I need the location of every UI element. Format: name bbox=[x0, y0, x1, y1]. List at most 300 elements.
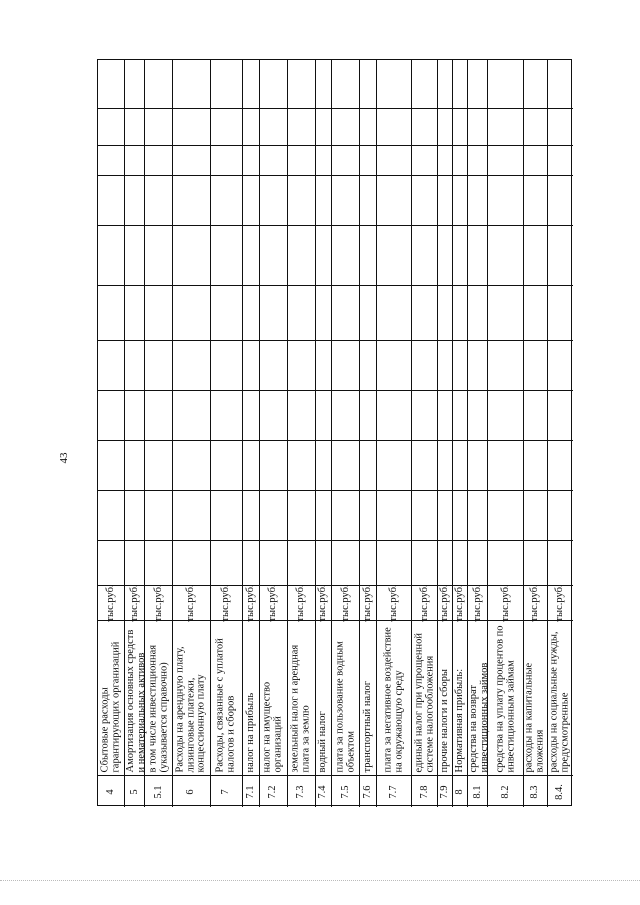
value-cell bbox=[488, 340, 522, 390]
value-cell bbox=[125, 440, 144, 490]
value-cell bbox=[145, 390, 172, 440]
value-cell bbox=[98, 340, 124, 390]
name-cell bbox=[467, 620, 490, 775]
value-cell bbox=[173, 490, 209, 540]
value-cell bbox=[360, 440, 376, 490]
table-row bbox=[331, 60, 359, 807]
unit-cell bbox=[332, 585, 359, 620]
name-cell-text: средства на уплату процентов по инвестиционным займам bbox=[494, 625, 516, 773]
value-cell bbox=[332, 390, 359, 440]
value-cell bbox=[316, 145, 332, 175]
value-cell bbox=[548, 390, 573, 440]
num-cell-text: 7 bbox=[220, 788, 232, 795]
table-row bbox=[523, 60, 547, 807]
unit-cell-text: тыс.руб. bbox=[471, 584, 483, 622]
value-cell bbox=[412, 145, 437, 175]
name-cell-text: Нормативная прибыль: bbox=[453, 668, 465, 773]
value-cell bbox=[377, 440, 411, 490]
value-cell bbox=[332, 285, 359, 340]
value-cell bbox=[211, 390, 243, 440]
unit-cell-text: тыс.руб. bbox=[499, 584, 511, 622]
value-cell bbox=[412, 285, 437, 340]
unit-cell bbox=[453, 585, 467, 620]
value-cell bbox=[288, 145, 315, 175]
value-cell bbox=[377, 490, 411, 540]
value-cell bbox=[332, 175, 359, 225]
table-row bbox=[315, 60, 332, 807]
value-cell bbox=[332, 60, 359, 108]
value-cell bbox=[260, 440, 287, 490]
unit-cell-text: тыс.руб. bbox=[294, 584, 306, 622]
value-cell bbox=[288, 390, 315, 440]
value-cell bbox=[453, 340, 467, 390]
value-cell bbox=[377, 540, 411, 585]
table-row bbox=[359, 60, 376, 807]
value-cell bbox=[548, 540, 573, 585]
num-cell bbox=[468, 775, 487, 807]
value-cell bbox=[211, 490, 243, 540]
name-cell bbox=[453, 620, 467, 775]
name-cell-text: прочие налоги и сборы bbox=[438, 669, 450, 773]
value-cell bbox=[524, 108, 547, 145]
name-cell-text: водный налог bbox=[317, 711, 329, 773]
value-cell bbox=[316, 540, 332, 585]
num-cell bbox=[377, 775, 411, 807]
value-cell bbox=[412, 108, 437, 145]
num-cell bbox=[524, 775, 547, 807]
name-cell bbox=[377, 620, 411, 775]
value-cell bbox=[468, 540, 487, 585]
form-table bbox=[97, 59, 572, 806]
value-cell bbox=[438, 440, 452, 490]
value-cell bbox=[125, 175, 144, 225]
name-cell-text: единый налог при упрощенной системе налогообложения bbox=[413, 632, 435, 773]
value-cell bbox=[438, 340, 452, 390]
value-cell bbox=[288, 340, 315, 390]
value-cell bbox=[98, 145, 124, 175]
num-cell-text: 7.9 bbox=[438, 784, 450, 799]
value-cell bbox=[243, 145, 259, 175]
value-cell bbox=[332, 145, 359, 175]
name-cell-text: Расходы на арендную плату, лизинговые платежи, концессионную плату bbox=[174, 646, 207, 773]
num-cell-text: 8.1 bbox=[471, 784, 483, 799]
unit-cell-text: тыс.руб. bbox=[152, 584, 164, 622]
unit-cell-text: тыс.руб. bbox=[220, 584, 232, 622]
value-cell bbox=[288, 225, 315, 285]
page-number: 43 bbox=[58, 452, 70, 464]
value-cell bbox=[488, 60, 522, 108]
scan-edge-divider bbox=[0, 880, 640, 881]
value-cell bbox=[548, 340, 573, 390]
value-cell bbox=[360, 490, 376, 540]
num-cell bbox=[211, 775, 243, 807]
unit-cell bbox=[125, 585, 144, 620]
unit-cell-text: тыс.руб. bbox=[128, 584, 140, 622]
value-cell bbox=[488, 225, 522, 285]
value-cell bbox=[524, 440, 547, 490]
value-cell bbox=[145, 440, 172, 490]
value-cell bbox=[524, 340, 547, 390]
value-cell bbox=[453, 390, 467, 440]
unit-cell bbox=[468, 585, 487, 620]
value-cell bbox=[453, 285, 467, 340]
value-cell bbox=[145, 175, 172, 225]
value-cell bbox=[332, 540, 359, 585]
num-cell bbox=[145, 775, 172, 807]
unit-cell bbox=[243, 585, 259, 620]
unit-cell-text: тыс.руб. bbox=[185, 584, 197, 622]
value-cell bbox=[125, 390, 144, 440]
value-cell bbox=[243, 175, 259, 225]
unit-cell-text: тыс.руб. bbox=[266, 584, 278, 622]
value-cell bbox=[125, 540, 144, 585]
value-cell bbox=[488, 390, 522, 440]
table-row bbox=[259, 60, 287, 807]
value-cell bbox=[125, 225, 144, 285]
value-cell bbox=[438, 108, 452, 145]
unit-cell bbox=[260, 585, 287, 620]
unit-cell bbox=[412, 585, 437, 620]
value-cell bbox=[438, 285, 452, 340]
unit-cell bbox=[524, 585, 547, 620]
name-cell-text: плата за пользование водным объектом bbox=[334, 641, 356, 773]
table-row bbox=[242, 60, 259, 807]
num-cell bbox=[260, 775, 287, 807]
value-cell bbox=[316, 390, 332, 440]
value-cell bbox=[173, 340, 209, 390]
value-cell bbox=[332, 490, 359, 540]
value-cell bbox=[438, 490, 452, 540]
value-cell bbox=[260, 108, 287, 145]
table-row bbox=[411, 60, 437, 807]
value-cell bbox=[377, 340, 411, 390]
unit-cell bbox=[316, 585, 332, 620]
value-cell bbox=[125, 340, 144, 390]
name-cell bbox=[332, 620, 359, 775]
value-cell bbox=[288, 440, 315, 490]
unit-cell-text: тыс.руб. bbox=[554, 584, 566, 622]
value-cell bbox=[453, 60, 467, 108]
value-cell bbox=[243, 285, 259, 340]
unit-cell-text: тыс.руб. bbox=[104, 584, 116, 622]
value-cell bbox=[412, 390, 437, 440]
name-cell bbox=[211, 620, 243, 775]
num-cell-text: 6 bbox=[185, 788, 197, 795]
value-cell bbox=[211, 108, 243, 145]
value-cell bbox=[316, 490, 332, 540]
num-cell bbox=[488, 775, 522, 807]
name-cell bbox=[288, 620, 315, 775]
value-cell bbox=[260, 145, 287, 175]
table-row bbox=[172, 60, 209, 807]
value-cell bbox=[260, 540, 287, 585]
table-row bbox=[210, 60, 243, 807]
value-cell bbox=[377, 225, 411, 285]
value-cell bbox=[288, 108, 315, 145]
value-cell bbox=[524, 175, 547, 225]
num-cell-text: 5.1 bbox=[152, 784, 164, 799]
value-cell bbox=[145, 108, 172, 145]
value-cell bbox=[453, 225, 467, 285]
value-cell bbox=[377, 285, 411, 340]
value-cell bbox=[438, 390, 452, 440]
num-cell bbox=[412, 775, 437, 807]
value-cell bbox=[211, 225, 243, 285]
name-cell-text: Расходы, связанные с уплатой налогов и сборов bbox=[214, 638, 237, 773]
unit-cell bbox=[211, 585, 243, 620]
value-cell bbox=[288, 540, 315, 585]
value-cell bbox=[488, 175, 522, 225]
value-cell bbox=[412, 225, 437, 285]
num-cell bbox=[548, 775, 573, 807]
value-cell bbox=[548, 175, 573, 225]
name-cell-text: средства на возврат инвестиционных займов bbox=[467, 662, 490, 773]
value-cell bbox=[211, 440, 243, 490]
table-row bbox=[144, 60, 172, 807]
value-cell bbox=[332, 108, 359, 145]
value-cell bbox=[453, 540, 467, 585]
value-cell bbox=[377, 390, 411, 440]
value-cell bbox=[468, 60, 487, 108]
num-cell bbox=[243, 775, 259, 807]
name-cell bbox=[438, 620, 452, 775]
unit-cell-text: тыс.руб. bbox=[244, 584, 256, 622]
value-cell bbox=[211, 540, 243, 585]
value-cell bbox=[412, 490, 437, 540]
value-cell bbox=[360, 225, 376, 285]
name-cell-text: Амортизация основных средств и нематериальных активов bbox=[124, 629, 147, 773]
value-cell bbox=[288, 285, 315, 340]
table-row bbox=[487, 60, 522, 807]
value-cell bbox=[125, 60, 144, 108]
name-cell-text: расходы на социальные нужды, предусмотренные bbox=[548, 631, 571, 773]
value-cell bbox=[98, 285, 124, 340]
unit-cell-text: тыс.руб. bbox=[453, 584, 465, 622]
value-cell bbox=[260, 225, 287, 285]
unit-cell-text: тыс.руб. bbox=[317, 584, 329, 622]
value-cell bbox=[548, 285, 573, 340]
value-cell bbox=[243, 225, 259, 285]
value-cell bbox=[173, 440, 209, 490]
num-cell bbox=[98, 775, 124, 807]
value-cell bbox=[468, 108, 487, 145]
unit-cell-text: тыс.руб. bbox=[418, 584, 430, 622]
value-cell bbox=[145, 145, 172, 175]
num-cell-text: 7.4 bbox=[317, 784, 329, 799]
value-cell bbox=[412, 440, 437, 490]
unit-cell bbox=[288, 585, 315, 620]
unit-cell bbox=[360, 585, 376, 620]
value-cell bbox=[288, 60, 315, 108]
value-cell bbox=[145, 490, 172, 540]
num-cell-text: 8.4. bbox=[554, 783, 566, 800]
value-cell bbox=[488, 490, 522, 540]
value-cell bbox=[412, 60, 437, 108]
value-cell bbox=[260, 285, 287, 340]
value-cell bbox=[438, 175, 452, 225]
name-cell-text: налог на имущество организаций bbox=[261, 681, 284, 773]
value-cell bbox=[243, 540, 259, 585]
num-cell-text: 7.7 bbox=[387, 784, 399, 799]
unit-cell bbox=[98, 585, 124, 620]
value-cell bbox=[548, 145, 573, 175]
value-cell bbox=[548, 490, 573, 540]
table-row bbox=[452, 60, 467, 807]
value-cell bbox=[145, 225, 172, 285]
value-cell bbox=[98, 490, 124, 540]
name-cell bbox=[524, 620, 547, 775]
value-cell bbox=[260, 60, 287, 108]
value-cell bbox=[438, 540, 452, 585]
value-cell bbox=[468, 175, 487, 225]
value-cell bbox=[243, 108, 259, 145]
value-cell bbox=[377, 108, 411, 145]
value-cell bbox=[243, 490, 259, 540]
name-cell-text: в том числе инвестиционная (указывается справочно) bbox=[147, 644, 169, 773]
value-cell bbox=[548, 225, 573, 285]
value-cell bbox=[360, 145, 376, 175]
name-cell bbox=[98, 620, 124, 775]
num-cell bbox=[316, 775, 332, 807]
value-cell bbox=[243, 340, 259, 390]
value-cell bbox=[243, 440, 259, 490]
value-cell bbox=[211, 145, 243, 175]
value-cell bbox=[412, 340, 437, 390]
value-cell bbox=[524, 540, 547, 585]
value-cell bbox=[360, 390, 376, 440]
num-cell-text: 7.5 bbox=[339, 784, 351, 799]
value-cell bbox=[377, 175, 411, 225]
value-cell bbox=[468, 440, 487, 490]
value-cell bbox=[524, 285, 547, 340]
num-cell-text: 4 bbox=[104, 788, 116, 795]
value-cell bbox=[211, 340, 243, 390]
value-cell bbox=[173, 145, 209, 175]
value-cell bbox=[488, 285, 522, 340]
num-cell bbox=[453, 775, 467, 807]
value-cell bbox=[412, 175, 437, 225]
value-cell bbox=[468, 340, 487, 390]
num-cell-text: 7.2 bbox=[266, 784, 278, 799]
num-cell bbox=[125, 775, 144, 807]
unit-cell bbox=[377, 585, 411, 620]
unit-cell-text: тыс.руб. bbox=[361, 584, 373, 622]
value-cell bbox=[548, 108, 573, 145]
unit-cell bbox=[173, 585, 209, 620]
table-row bbox=[467, 60, 490, 807]
num-cell-text: 5 bbox=[128, 788, 140, 795]
unit-cell-text: тыс.руб. bbox=[339, 584, 351, 622]
value-cell bbox=[468, 145, 487, 175]
num-cell bbox=[173, 775, 209, 807]
value-cell bbox=[98, 390, 124, 440]
value-cell bbox=[173, 108, 209, 145]
value-cell bbox=[98, 440, 124, 490]
unit-cell bbox=[488, 585, 522, 620]
value-cell bbox=[524, 225, 547, 285]
value-cell bbox=[316, 60, 332, 108]
value-cell bbox=[98, 108, 124, 145]
value-cell bbox=[260, 175, 287, 225]
value-cell bbox=[332, 440, 359, 490]
value-cell bbox=[98, 60, 124, 108]
value-cell bbox=[453, 490, 467, 540]
value-cell bbox=[438, 225, 452, 285]
table-row bbox=[98, 60, 124, 807]
num-cell bbox=[438, 775, 452, 807]
value-cell bbox=[211, 175, 243, 225]
value-cell bbox=[316, 108, 332, 145]
value-cell bbox=[377, 60, 411, 108]
unit-cell-text: тыс.руб. bbox=[387, 584, 399, 622]
name-cell bbox=[488, 620, 522, 775]
table-row bbox=[376, 60, 411, 807]
value-cell bbox=[360, 540, 376, 585]
value-cell bbox=[360, 60, 376, 108]
value-cell bbox=[243, 390, 259, 440]
value-cell bbox=[360, 340, 376, 390]
name-cell bbox=[360, 620, 376, 775]
value-cell bbox=[524, 145, 547, 175]
value-cell bbox=[332, 225, 359, 285]
value-cell bbox=[468, 225, 487, 285]
value-cell bbox=[260, 340, 287, 390]
table-row bbox=[437, 60, 452, 807]
unit-cell-text: тыс.руб. bbox=[529, 584, 541, 622]
value-cell bbox=[453, 440, 467, 490]
value-cell bbox=[488, 108, 522, 145]
value-cell bbox=[453, 108, 467, 145]
value-cell bbox=[360, 108, 376, 145]
value-cell bbox=[145, 285, 172, 340]
value-cell bbox=[316, 225, 332, 285]
value-cell bbox=[548, 440, 573, 490]
value-cell bbox=[488, 145, 522, 175]
name-cell bbox=[173, 620, 209, 775]
unit-cell-text: тыс.руб. bbox=[438, 584, 450, 622]
value-cell bbox=[260, 490, 287, 540]
value-cell bbox=[360, 285, 376, 340]
value-cell bbox=[173, 285, 209, 340]
value-cell bbox=[332, 340, 359, 390]
num-cell-text: 7.3 bbox=[294, 784, 306, 799]
value-cell bbox=[453, 175, 467, 225]
name-cell bbox=[260, 620, 287, 775]
table-row bbox=[287, 60, 315, 807]
table-row bbox=[124, 60, 147, 807]
num-cell bbox=[288, 775, 315, 807]
value-cell bbox=[488, 440, 522, 490]
num-cell-text: 8.2 bbox=[499, 784, 511, 799]
num-cell-text: 7.1 bbox=[244, 784, 256, 799]
value-cell bbox=[288, 175, 315, 225]
value-cell bbox=[524, 60, 547, 108]
value-cell bbox=[468, 390, 487, 440]
unit-cell bbox=[548, 585, 573, 620]
value-cell bbox=[316, 340, 332, 390]
value-cell bbox=[468, 490, 487, 540]
value-cell bbox=[98, 225, 124, 285]
value-cell bbox=[211, 60, 243, 108]
value-cell bbox=[125, 145, 144, 175]
value-cell bbox=[438, 60, 452, 108]
name-cell bbox=[548, 620, 573, 775]
value-cell bbox=[316, 175, 332, 225]
value-cell bbox=[360, 175, 376, 225]
name-cell-text: земельный налог и арендная плата за землю bbox=[289, 644, 312, 773]
name-cell-text: Сбытовые расходы гарантирующих организаций bbox=[99, 641, 121, 773]
value-cell bbox=[125, 285, 144, 340]
